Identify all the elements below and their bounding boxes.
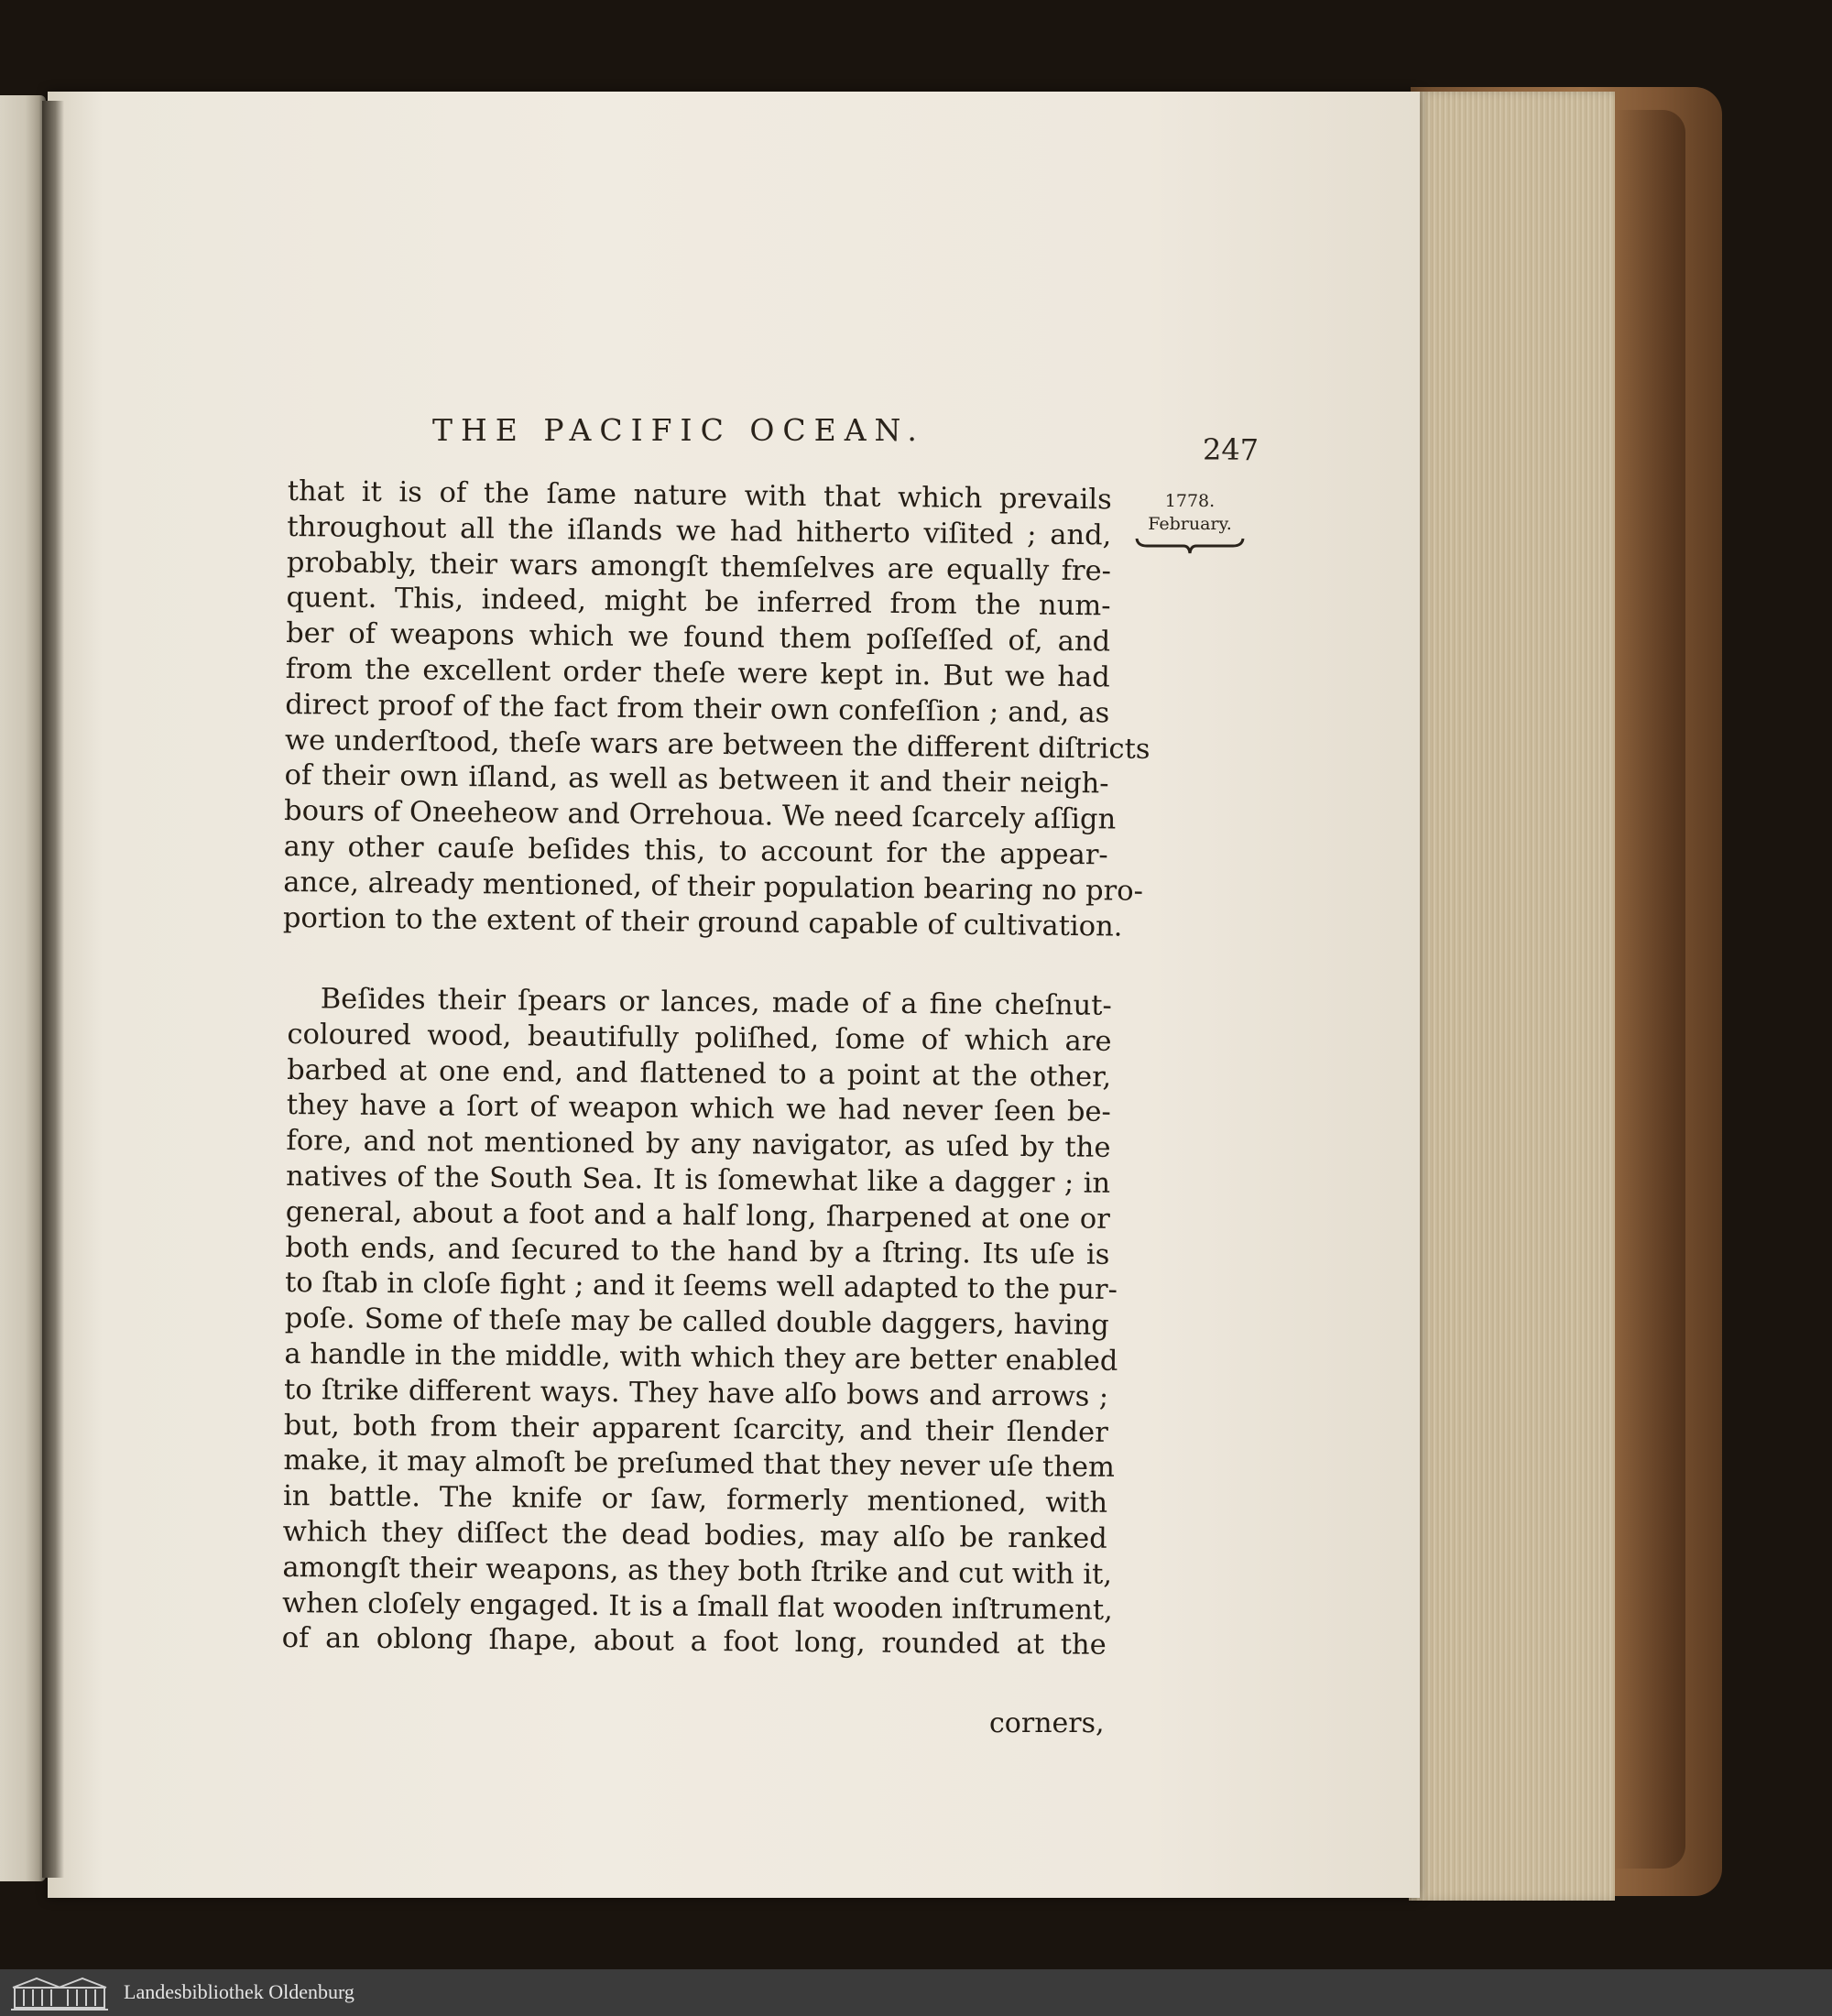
text-line: we underſtood, theſe wars are between the different diſtricts: [284, 724, 1150, 766]
text-line: direct proof of the fact from their own confeſſion ; and, as: [285, 688, 1110, 730]
text-line: to ſtab in cloſe fight ; and it ſeems well adapted to the pur-: [284, 1267, 1118, 1307]
cover-shadow: [1612, 110, 1685, 1869]
text-line: any other cauſe beſides this, to account for the appear-: [283, 830, 1108, 872]
text-line: which they diſſect the dead bodies, may alſo be ranked: [282, 1515, 1107, 1555]
page-number: 247: [1203, 432, 1260, 467]
library-footer-bar: [0, 1969, 1832, 2016]
catchword: corners,: [989, 1707, 1105, 1739]
margin-year: 1778.: [1164, 491, 1216, 511]
text-line: that it is of the ſame nature with that which prevails: [287, 474, 1112, 517]
text-line: fore, and not mentioned by any navigator, as uſed by the: [286, 1125, 1111, 1165]
text-line: to ſtrike different ways. They have alſo bows and arrows ;: [283, 1373, 1109, 1413]
text-line: portion to the extent of their ground capable of cultivation.: [282, 901, 1123, 943]
text-line: Beſides their ſpears or lances, made of a fine cheſnut-: [320, 983, 1112, 1022]
library-name: Landesbibliothek Oldenburg: [124, 1980, 354, 2003]
text-line: a handle in the middle, with which they are better enabled: [284, 1337, 1118, 1378]
text-line: coloured wood, beautifully poliſhed, ſome of which are: [287, 1018, 1112, 1058]
library-building-icon: [9, 1975, 110, 2011]
text-line: of their own iſland, as well as between it and their neigh-: [284, 759, 1109, 801]
text-line: quent. This, indeed, might be inferred from the num-: [286, 582, 1111, 623]
text-line: barbed at one end, and flattened to a point at the other,: [287, 1053, 1112, 1094]
text-line: make, it may almoſt be preſumed that they never uſe them: [283, 1444, 1116, 1485]
text-line: natives of the South Sea. It is ſomewhat like a dagger ; in: [285, 1160, 1111, 1200]
text-line: in battle. The knife or ſaw, formerly mentioned, with: [282, 1480, 1108, 1520]
text-line: bours of Oneeheow and Orrehoua. We need ſcarcely aſſign: [283, 795, 1117, 836]
text-line: throughout all the iſlands we had hitherto viſited ; and,: [287, 510, 1112, 552]
text-line: both ends, and ſecured to the hand by a ſtring. Its uſe is: [285, 1231, 1110, 1271]
margin-brace-icon: [1134, 535, 1246, 557]
text-line: they have a ſort of weapon which we had never ſeen be-: [286, 1089, 1111, 1129]
paragraph-2: [281, 982, 1118, 1664]
text-line: but, both from their apparent ſcarcity, and their ſlender: [283, 1409, 1108, 1449]
text-line: ance, already mentioned, of their population bearing no pro-: [283, 866, 1144, 908]
paragraph-1: [282, 474, 1150, 945]
text-line: from the excellent order theſe were kept in. But we had: [285, 652, 1110, 694]
page-block-edges: [1409, 92, 1615, 1901]
text-line: amongſt their weapons, as they both ſtrike and cut with it,: [282, 1551, 1113, 1591]
text-line: ber of weapons which we found them poſſeſſed of, and: [285, 617, 1111, 659]
gutter-shadow: [42, 101, 64, 1878]
text-line: poſe. Some of theſe may be called double daggers, having: [284, 1302, 1109, 1343]
margin-month: February.: [1148, 514, 1232, 534]
running-title: THE PACIFIC OCEAN.: [432, 412, 925, 448]
text-line: of an oblong ſhape, about a foot long, rounded at the: [281, 1622, 1107, 1662]
text-line: probably, their wars amongſt themſelves are equally fre-: [286, 546, 1112, 588]
left-page-edge: [0, 95, 46, 1881]
text-line: general, about a foot and a half long, ſharpened at one or: [285, 1195, 1110, 1236]
book-page: [48, 92, 1420, 1898]
text-line: when cloſely engaged. It is a ſmall flat wooden inſtrument,: [281, 1586, 1113, 1627]
